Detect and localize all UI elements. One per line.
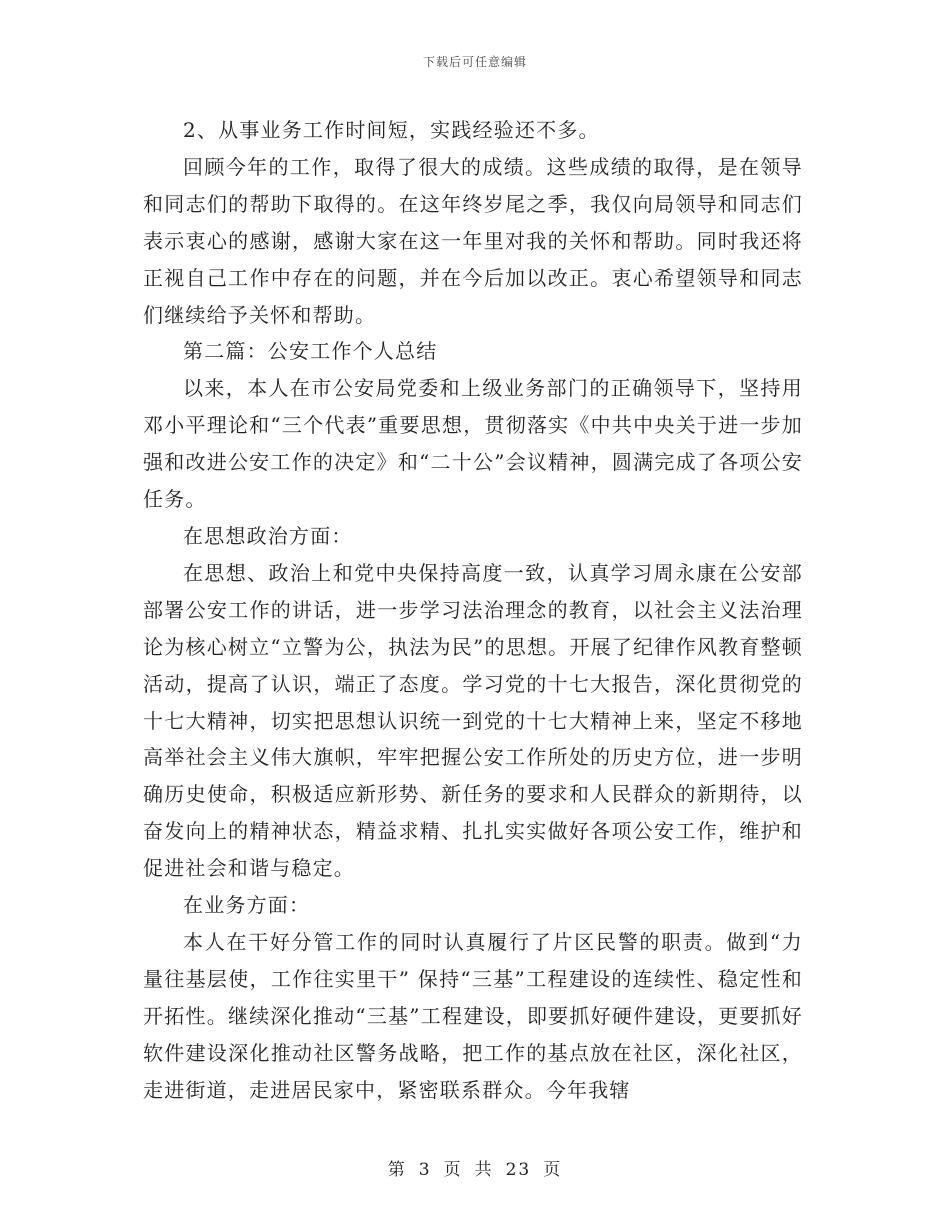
footer-page-number: 3: [418, 1160, 432, 1180]
section-heading-second: 第二篇：公安工作个人总结: [183, 339, 438, 364]
footer-word-ye-end: 页: [543, 1160, 563, 1180]
paragraph-intro: 以来，本人在市公安局党委和上级业务部门的正确领导下，坚持用邓小平理论和“三个代表”重要思想，贯彻落实《中共中央关于进一步加强和改进公安工作的决定》和“二十公”会议精神，圆满完成了各项公安任务。: [143, 376, 803, 512]
subheading-political: 在思想政治方面：: [183, 523, 353, 548]
footer-word-gong: 共: [474, 1160, 494, 1180]
page-header: 下载后可任意编辑: [422, 55, 527, 69]
page-footer: [0, 1155, 950, 1180]
paragraph-experience: 2、从事业务工作时间短，实践经验还不多。: [183, 118, 600, 142]
paragraph-business: 本人在干好分管工作的同时认真履行了片区民警的职责。做到“力量往基层使，工作往实里干” 保持“三基”工程建设的连续性、稳定性和开拓性。继续深化推动“三基”工程建设，即要抓好硬件建设，更要抓好软件建设深化推动社区警务战略，把工作的基点放在社区，深化社区，走进街道，走进居民家中，紧密联系群众。今年我辖: [143, 929, 803, 1102]
paragraph-review: 回顾今年的工作，取得了很大的成绩。这些成绩的取得，是在领导和同志们的帮助下取得的。在这年终岁尾之季，我仅向局领导和同志们表示衷心的感谢，感谢大家在这一年里对我的关怀和帮助。同时我还将正视自己工作中存在的问题，并在今后加以改正。衷心希望领导和同志们继续给予关怀和帮助。: [143, 154, 803, 327]
document-body: [143, 112, 803, 1108]
subheading-business: 在业务方面：: [183, 893, 311, 918]
footer-word-ye: 页: [443, 1160, 463, 1180]
paragraph-political: 在思想、政治上和党中央保持高度一致，认真学习周永康在公安部部署公安工作的讲话，进一步学习法治理念的教育，以社会主义法治理论为核心树立“立警为公，执法为民”的思想。开展了纪律作风教育整顿活动，提高了认识，端正了态度。学习党的十七大报告，深化贯彻党的十七大精神，切实把思想认识统一到党的十七大精神上来，坚定不移地高举社会主义伟大旗帜，牢牢把握公安工作所处的历史方位，进一步明确历史使命，积极适应新形势、新任务的要求和人民群众的新期待，以奋发向上的精神状态，精益求精、扎扎实实做好各项公安工作，维护和促进社会和谐与稳定。: [143, 560, 803, 881]
footer-total-pages: 23: [505, 1160, 532, 1180]
footer-word-di: 第: [387, 1160, 407, 1180]
